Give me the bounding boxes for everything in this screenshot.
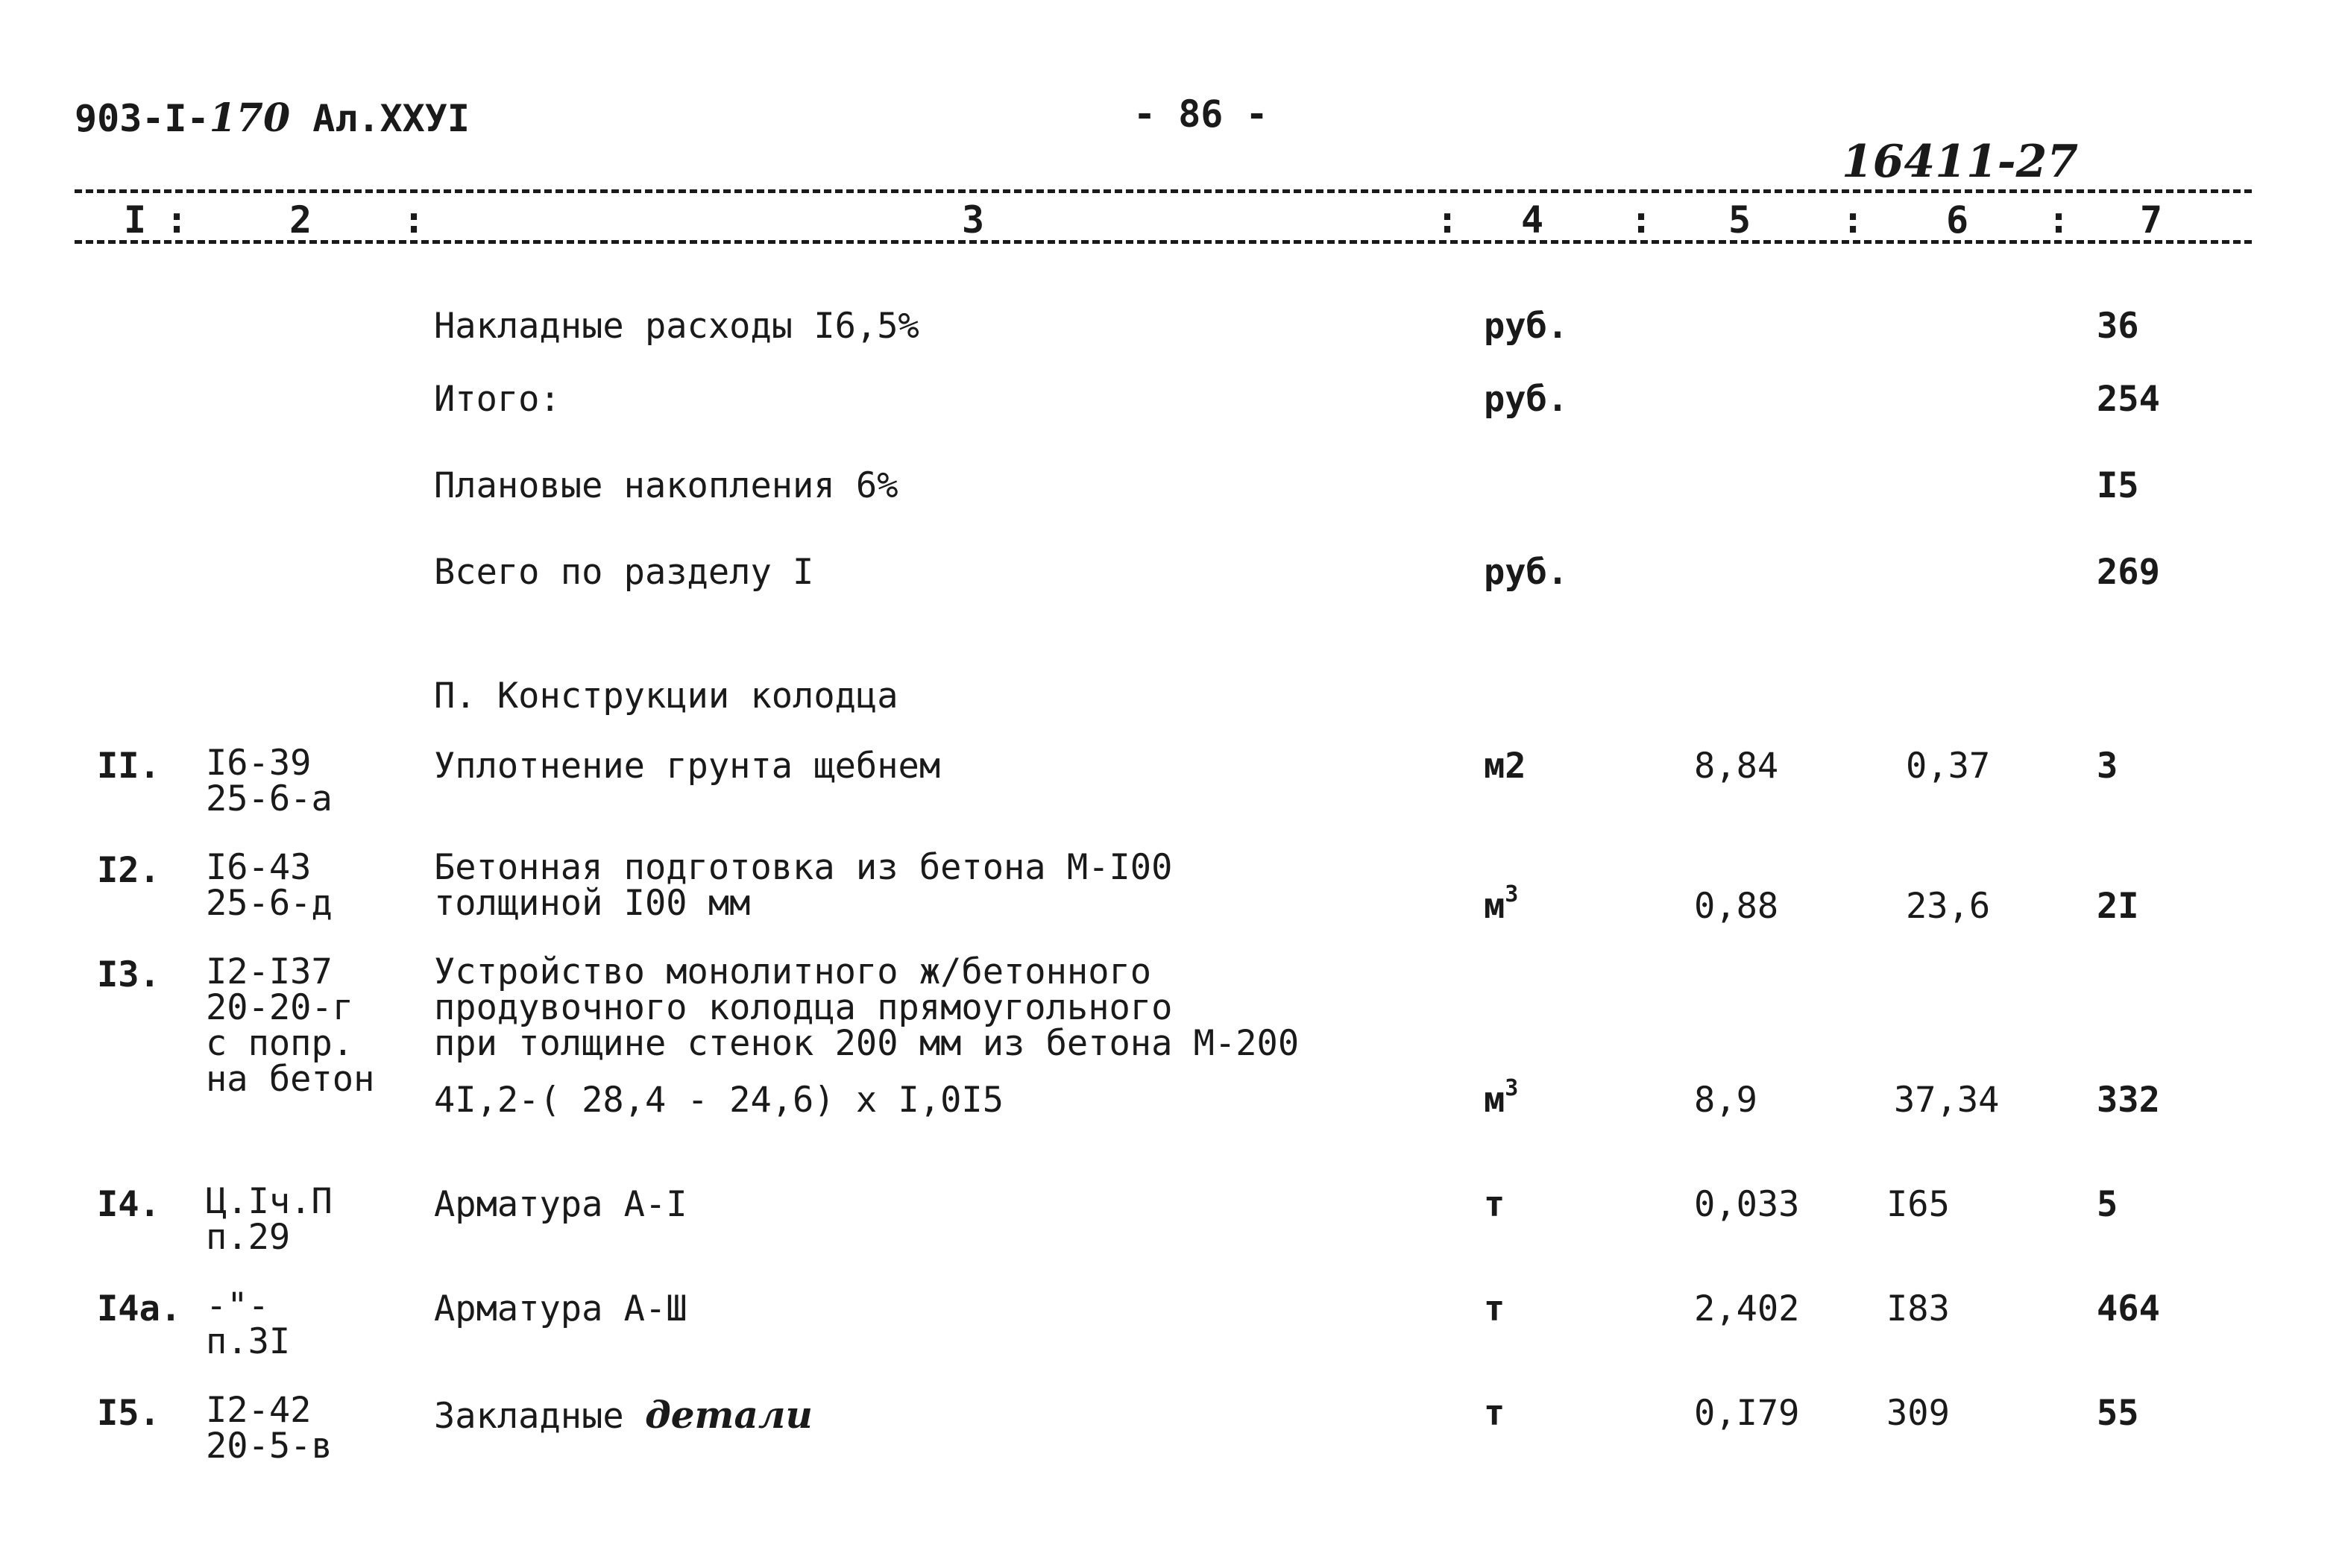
row-total: 5 <box>2097 1184 2118 1225</box>
row-quantity: 0,033 <box>1694 1184 1800 1225</box>
summary-unit: руб. <box>1484 379 1569 420</box>
row-code: I6-43 25-6-д <box>206 847 333 924</box>
column-number-7: 7 <box>2140 198 2163 242</box>
summary-label: Итого: <box>434 379 561 420</box>
row-price: 309 <box>1886 1393 1950 1434</box>
summary-label: Накладные расходы I6,5% <box>434 306 919 347</box>
summary-total: 36 <box>2097 306 2139 347</box>
row-number: I5. <box>97 1393 160 1434</box>
row-description: Арматура А-Ш <box>434 1288 687 1329</box>
column-separator: : <box>1436 198 1459 242</box>
row-total: 3 <box>2097 746 2118 787</box>
column-separator: : <box>166 198 189 242</box>
row-formula: 4I,2-( 28,4 - 24,6) x I,0I5 <box>434 1080 1004 1121</box>
row-number: I2. <box>97 850 160 891</box>
row-code: Ц.Iч.П п.29 <box>206 1181 333 1258</box>
row-quantity: 8,84 <box>1694 746 1779 787</box>
summary-label: Плановые накопления 6% <box>434 465 898 506</box>
document-code-handwritten: 170 <box>209 95 291 141</box>
row-unit: т <box>1484 1393 1505 1434</box>
summary-label: Всего по разделу I <box>434 552 814 593</box>
handwritten-word: детали <box>644 1393 813 1437</box>
sheet-reference: 16411-27 <box>1842 136 2079 188</box>
row-price: 0,37 <box>1906 746 1991 787</box>
section-title: П. Конструкции колодца <box>434 676 898 717</box>
row-code: -"- п.3I <box>206 1285 291 1362</box>
row-quantity: 2,402 <box>1694 1288 1800 1329</box>
row-total: 464 <box>2097 1288 2160 1329</box>
row-description: Бетонная подготовка из бетона М-I00 толщиной I00 мм <box>434 847 1173 924</box>
row-total: 2I <box>2097 886 2139 927</box>
row-total: 55 <box>2097 1393 2139 1434</box>
column-separator: : <box>403 198 426 242</box>
unit-superscript: 3 <box>1505 1075 1519 1101</box>
row-description: Арматура А-I <box>434 1184 687 1225</box>
column-number-4: 4 <box>1521 198 1544 242</box>
row-quantity: 0,I79 <box>1694 1393 1800 1434</box>
row-price: 37,34 <box>1894 1080 2000 1121</box>
page-number: - 86 - <box>1133 92 1268 136</box>
summary-total: 269 <box>2097 552 2160 593</box>
column-separator: : <box>2047 198 2071 242</box>
column-number-2: 2 <box>289 198 312 242</box>
document-code <box>75 95 470 141</box>
column-number-3: 3 <box>962 198 985 242</box>
summary-total: 254 <box>2097 379 2160 420</box>
column-number-6: 6 <box>1946 198 1969 242</box>
summary-unit: руб. <box>1484 552 1569 593</box>
summary-total: I5 <box>2097 465 2139 506</box>
row-unit: $м^3$ <box>1484 881 1519 927</box>
row-unit: т <box>1484 1288 1505 1329</box>
column-separator: : <box>1630 198 1653 242</box>
row-code: I2-I37 20-20-г с попр. на бетон <box>206 951 375 1100</box>
row-unit: $м^3$ <box>1484 1075 1519 1121</box>
row-description: Уплотнение грунта щебнем <box>434 746 941 787</box>
row-number: II. <box>97 746 160 787</box>
header-rule-bottom <box>75 240 2252 244</box>
row-price: I83 <box>1886 1288 1950 1329</box>
column-number-1: I <box>124 198 147 242</box>
row-quantity: 0,88 <box>1694 886 1779 927</box>
summary-unit: руб. <box>1484 306 1569 347</box>
document-code-suffix: Ал.XXУI <box>290 97 470 140</box>
row-unit: м2 <box>1484 746 1526 787</box>
row-quantity: 8,9 <box>1694 1080 1757 1121</box>
document-code-prefix: 903-I- <box>75 97 210 140</box>
row-total: 332 <box>2097 1080 2160 1121</box>
unit-superscript: 3 <box>1505 881 1519 907</box>
row-number: I3. <box>97 954 160 995</box>
row-description: Закладные детали <box>434 1393 813 1437</box>
header-rule-top <box>75 189 2252 193</box>
row-price: I65 <box>1886 1184 1950 1225</box>
column-number-5: 5 <box>1728 198 1751 242</box>
row-description: Устройство монолитного ж/бетонного продувочного колодца прямоугольного при толщине стенок 200 мм из бетона М-200 <box>434 951 1300 1064</box>
column-separator: : <box>1842 198 1865 242</box>
row-unit: т <box>1484 1184 1505 1225</box>
row-number: I4а. <box>97 1288 182 1329</box>
row-code: I2-42 20-5-в <box>206 1390 333 1467</box>
row-code: I6-39 25-6-а <box>206 743 333 819</box>
row-price: 23,6 <box>1906 886 1991 927</box>
row-number: I4. <box>97 1184 160 1225</box>
